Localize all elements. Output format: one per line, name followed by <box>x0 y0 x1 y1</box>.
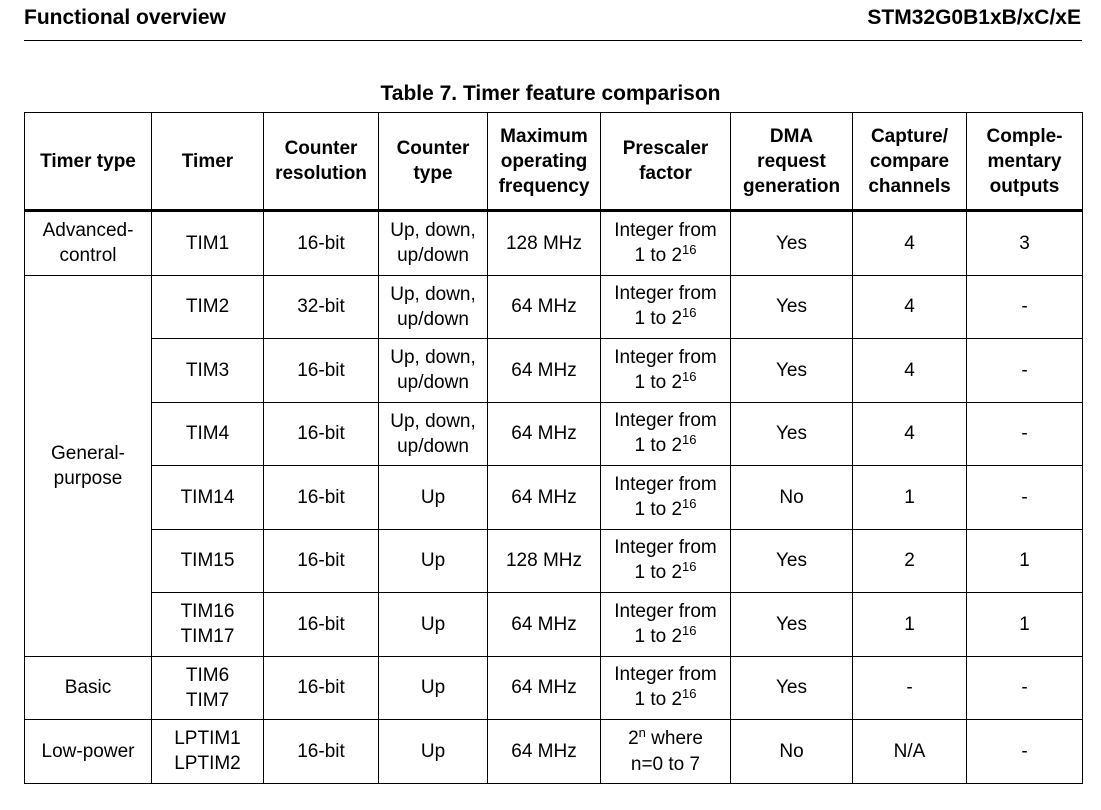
column-header-line: operating <box>500 150 588 172</box>
timer-comparison-table <box>24 112 1083 784</box>
resolution-cell: 16-bit <box>264 211 379 276</box>
prescaler-line: n=0 to 7 <box>630 753 701 775</box>
frequency-cell: 64 MHz <box>488 593 601 657</box>
header-rule <box>24 40 1082 41</box>
counter-type-cell <box>379 529 488 593</box>
prescaler-exponent: 16 <box>682 622 697 638</box>
column-header-timer <box>152 113 264 211</box>
timer-cell <box>152 593 264 657</box>
column-header-line: resolution <box>275 163 367 184</box>
frequency-cell: 128 MHz <box>488 529 601 593</box>
timer-type-cell <box>25 211 152 276</box>
column-header-max-frequency <box>488 113 601 211</box>
timer-type-line: Advanced- <box>42 220 134 242</box>
prescaler-base: 1 to 2 <box>634 371 683 393</box>
prescaler-base: 1 to 2 <box>634 244 683 266</box>
timer-name: LPTIM1 <box>174 728 241 750</box>
outputs-cell: 1 <box>967 593 1083 657</box>
column-header-line: request <box>757 150 826 172</box>
timer-type-line: Low-power <box>41 740 135 762</box>
column-header-complementary-outputs <box>967 113 1083 211</box>
timer-name: TIM2 <box>185 296 230 318</box>
column-header-dma-request <box>731 113 853 211</box>
timer-name: TIM17 <box>180 626 235 648</box>
timer-type-line: General- <box>51 442 125 464</box>
timer-cell <box>152 720 264 784</box>
prescaler-cell <box>601 275 731 339</box>
column-header-line: Timer type <box>40 150 136 172</box>
timer-cell <box>152 402 264 466</box>
counter-type-line: up/down <box>397 435 469 457</box>
prescaler-base: 1 to 2 <box>634 498 683 520</box>
prescaler-cell <box>601 211 731 276</box>
counter-type-cell <box>379 339 488 403</box>
prescaler-line: Integer from <box>614 537 717 559</box>
column-header-line: frequency <box>498 175 590 197</box>
prescaler-exponent: 16 <box>682 686 697 702</box>
timer-type-line: control <box>59 245 117 267</box>
counter-type-cell <box>379 720 488 784</box>
dma-cell: No <box>731 466 853 530</box>
column-header-line: Maximum <box>500 125 588 147</box>
timer-type-cell <box>25 656 152 720</box>
counter-type-line: Up <box>420 613 446 635</box>
timer-type-line: purpose <box>53 467 123 489</box>
frequency-cell: 64 MHz <box>488 275 601 339</box>
timer-cell <box>152 211 264 276</box>
table-row <box>25 466 1083 530</box>
prescaler-cell <box>601 720 731 784</box>
prescaler-exponent: 16 <box>682 495 697 511</box>
prescaler-cell <box>601 466 731 530</box>
prescaler-cell <box>601 339 731 403</box>
frequency-cell: 64 MHz <box>488 720 601 784</box>
timer-cell <box>152 466 264 530</box>
column-header-line: Timer <box>181 150 234 172</box>
counter-type-line: up/down <box>397 245 469 267</box>
timer-name: TIM1 <box>185 232 230 254</box>
column-header-line: mentary <box>987 150 1062 172</box>
section-title: Functional overview <box>24 6 226 29</box>
outputs-cell: 1 <box>967 529 1083 593</box>
counter-type-cell <box>379 402 488 466</box>
resolution-cell: 16-bit <box>264 593 379 657</box>
column-header-line: Prescaler <box>622 138 709 159</box>
outputs-cell: - <box>967 466 1083 530</box>
counter-type-cell <box>379 593 488 657</box>
column-header-line: generation <box>742 175 841 197</box>
dma-cell: Yes <box>731 593 853 657</box>
capture-cell: - <box>853 656 967 720</box>
capture-cell: 4 <box>853 211 967 276</box>
resolution-cell: 16-bit <box>264 402 379 466</box>
dma-cell: No <box>731 720 853 784</box>
timer-name: TIM6 <box>185 664 230 686</box>
frequency-cell: 64 MHz <box>488 656 601 720</box>
outputs-cell: - <box>967 339 1083 403</box>
table-row <box>25 593 1083 657</box>
column-header-line: factor <box>639 163 692 184</box>
column-header-line: DMA <box>769 125 814 147</box>
timer-name: TIM14 <box>180 486 235 508</box>
frequency-cell: 64 MHz <box>488 339 601 403</box>
timer-type-cell <box>25 275 152 656</box>
capture-cell: N/A <box>853 720 967 784</box>
prescaler-exponent: 16 <box>682 432 697 448</box>
counter-type-cell <box>379 211 488 276</box>
table-row <box>25 720 1083 784</box>
column-header-counter-type <box>379 113 488 211</box>
counter-type-line: Up <box>420 550 446 572</box>
column-header-line: outputs <box>989 175 1060 197</box>
table-row <box>25 402 1083 466</box>
table-row <box>25 275 1083 339</box>
prescaler-exponent: 16 <box>682 368 697 384</box>
resolution-cell: 32-bit <box>264 275 379 339</box>
counter-type-line: Up, down, <box>390 220 476 242</box>
column-header-line: channels <box>868 175 951 197</box>
counter-type-line: Up <box>420 740 446 762</box>
outputs-cell: 3 <box>967 211 1083 276</box>
resolution-cell: 16-bit <box>264 720 379 784</box>
capture-cell: 4 <box>853 402 967 466</box>
part-number: STM32G0B1xB/xC/xE <box>867 6 1081 29</box>
timer-name: TIM7 <box>185 689 230 711</box>
outputs-cell: - <box>967 402 1083 466</box>
resolution-cell: 16-bit <box>264 656 379 720</box>
column-header-line: Counter <box>396 138 470 159</box>
timer-name: TIM4 <box>185 423 230 445</box>
capture-cell: 2 <box>853 529 967 593</box>
table-row <box>25 211 1083 276</box>
prescaler-cell <box>601 529 731 593</box>
prescaler-base: 1 to 2 <box>634 689 683 711</box>
counter-type-line: Up <box>420 677 446 699</box>
prescaler-cell <box>601 402 731 466</box>
timer-cell <box>152 275 264 339</box>
resolution-cell: 16-bit <box>264 529 379 593</box>
table-row <box>25 656 1083 720</box>
capture-cell: 1 <box>853 593 967 657</box>
counter-type-line: Up, down, <box>390 347 476 369</box>
prescaler-base: 1 to 2 <box>634 308 683 330</box>
column-header-line: compare <box>869 150 950 172</box>
prescaler-cell <box>601 656 731 720</box>
prescaler-base: 1 to 2 <box>634 435 683 457</box>
column-header-timer-type <box>25 113 152 211</box>
table-row <box>25 529 1083 593</box>
table-caption: Table 7. Timer feature comparison <box>380 82 721 105</box>
resolution-cell: 16-bit <box>264 466 379 530</box>
dma-cell: Yes <box>731 275 853 339</box>
column-header-counter-resolution <box>264 113 379 211</box>
prescaler-base: 1 to 2 <box>634 562 683 584</box>
counter-type-line: Up, down, <box>390 410 476 432</box>
prescaler-line: Integer from <box>614 410 717 432</box>
prescaler-cell <box>601 593 731 657</box>
column-header-prescaler-factor <box>601 113 731 211</box>
frequency-cell: 64 MHz <box>488 402 601 466</box>
dma-cell: Yes <box>731 529 853 593</box>
outputs-cell: - <box>967 275 1083 339</box>
prescaler-line: Integer from <box>614 600 717 622</box>
column-header-line: Counter <box>284 138 358 159</box>
timer-type-cell <box>25 720 152 784</box>
column-header-line: Capture/ <box>870 125 949 147</box>
counter-type-line: Up <box>420 486 446 508</box>
timer-cell <box>152 339 264 403</box>
table-row <box>25 339 1083 403</box>
capture-cell: 4 <box>853 339 967 403</box>
prescaler-line: Integer from <box>614 283 717 305</box>
counter-type-line: up/down <box>397 308 469 330</box>
resolution-cell: 16-bit <box>264 339 379 403</box>
dma-cell: Yes <box>731 656 853 720</box>
timer-name: TIM3 <box>185 359 230 381</box>
column-header-capture-compare <box>853 113 967 211</box>
prescaler-exponent: 16 <box>682 559 697 575</box>
dma-cell: Yes <box>731 339 853 403</box>
prescaler-base: 2 <box>628 727 639 749</box>
column-header-line: Comple- <box>986 125 1063 147</box>
timer-type-line: Basic <box>64 677 112 699</box>
capture-cell: 1 <box>853 466 967 530</box>
frequency-cell: 128 MHz <box>488 211 601 276</box>
outputs-cell: - <box>967 720 1083 784</box>
column-header-line: type <box>413 163 453 184</box>
prescaler-base: 1 to 2 <box>634 625 683 647</box>
counter-type-line: up/down <box>397 372 469 394</box>
frequency-cell: 64 MHz <box>488 466 601 530</box>
capture-cell: 4 <box>853 275 967 339</box>
outputs-cell: - <box>967 656 1083 720</box>
dma-cell: Yes <box>731 402 853 466</box>
prescaler-exponent: 16 <box>682 305 697 321</box>
timer-cell <box>152 656 264 720</box>
timer-name: TIM15 <box>180 550 235 572</box>
counter-type-line: Up, down, <box>390 283 476 305</box>
prescaler-exponent: n <box>638 724 646 740</box>
counter-type-cell <box>379 466 488 530</box>
prescaler-suffix: where <box>645 727 703 749</box>
prescaler-line: Integer from <box>614 664 717 686</box>
counter-type-cell <box>379 656 488 720</box>
timer-cell <box>152 529 264 593</box>
dma-cell: Yes <box>731 211 853 276</box>
prescaler-exponent: 16 <box>682 241 697 257</box>
timer-name: TIM16 <box>180 601 235 623</box>
prescaler-line: Integer from <box>614 473 717 495</box>
prescaler-line: Integer from <box>614 346 717 368</box>
timer-name: LPTIM2 <box>174 753 241 775</box>
header-row <box>25 113 1083 211</box>
counter-type-cell <box>379 275 488 339</box>
prescaler-line: Integer from <box>614 219 717 241</box>
